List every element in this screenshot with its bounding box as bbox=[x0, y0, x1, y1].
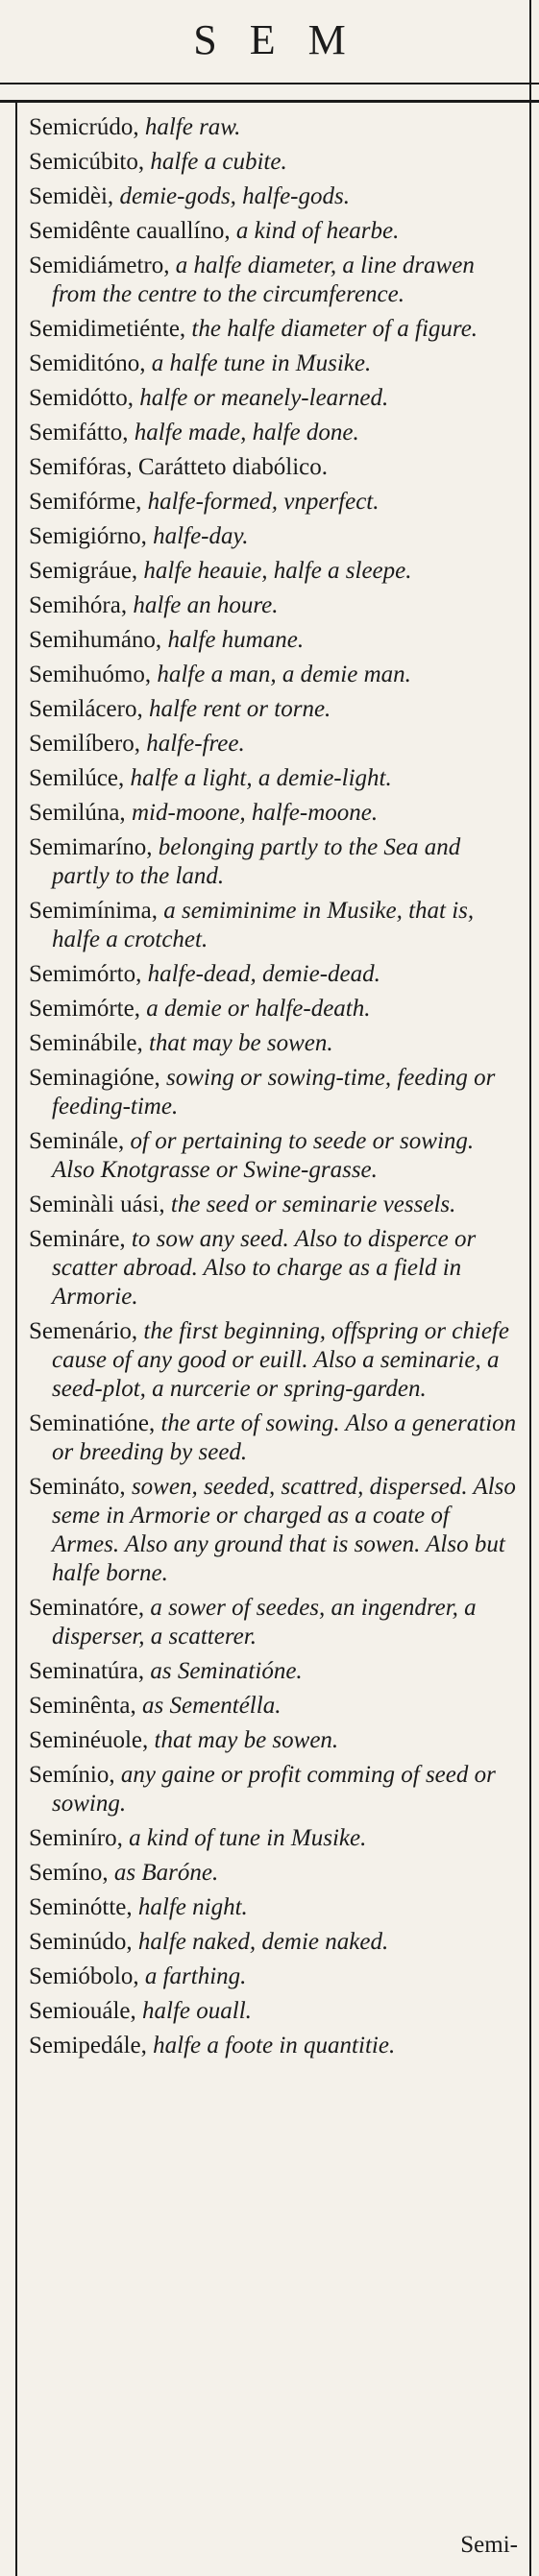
entry-headword: Semidiámetro, bbox=[29, 253, 170, 278]
entry-headword: Semilíbero, bbox=[29, 731, 140, 757]
entry-headword: Seminúdo, bbox=[29, 1929, 133, 1955]
dictionary-entry bbox=[29, 384, 521, 413]
column-rule-right bbox=[529, 0, 531, 2576]
dictionary-entry bbox=[29, 833, 521, 891]
dictionary-entry bbox=[29, 113, 521, 142]
dictionary-entry bbox=[29, 557, 521, 586]
dictionary-entry bbox=[29, 1473, 521, 1588]
dictionary-entry bbox=[29, 217, 521, 246]
entry-gloss: halfe raw. bbox=[138, 114, 241, 140]
entry-gloss: a demie or halfe-death. bbox=[139, 996, 371, 1022]
dictionary-entry bbox=[29, 1893, 521, 1922]
entry-gloss: any gaine or profit comming of seed or sowing. bbox=[52, 1762, 496, 1817]
dictionary-entry bbox=[29, 1127, 521, 1185]
entry-headword: Semilúna, bbox=[29, 800, 126, 826]
entry-headword: Semicrúdo, bbox=[29, 114, 139, 140]
entry-headword: Semigráue, bbox=[29, 558, 138, 584]
dictionary-entry bbox=[29, 488, 521, 517]
entry-gloss: that may be sowen. bbox=[148, 1727, 339, 1753]
entry-headword: Semiditóno, bbox=[29, 350, 146, 376]
dictionary-entry bbox=[29, 1191, 521, 1219]
entry-gloss: the seed or seminarie vessels. bbox=[164, 1192, 456, 1217]
entry-gloss: as Sementélla. bbox=[135, 1693, 282, 1719]
entry-gloss: halfe a man, a demie man. bbox=[151, 662, 411, 687]
entry-gloss: halfe rent or torne. bbox=[142, 696, 331, 722]
dictionary-entry bbox=[29, 349, 521, 378]
header-rule bbox=[0, 83, 539, 84]
dictionary-entry bbox=[29, 799, 521, 828]
entry-gloss: halfe ouall. bbox=[135, 1998, 252, 2024]
dictionary-entry bbox=[29, 1824, 521, 1853]
entry-headword: Semifátto, bbox=[29, 420, 129, 445]
entry-gloss: halfe or meanely-learned. bbox=[134, 385, 389, 411]
entry-gloss: halfe an houre. bbox=[127, 592, 279, 618]
entry-headword: Semimórto, bbox=[29, 961, 142, 987]
dictionary-entry bbox=[29, 1317, 521, 1404]
entry-headword: Semihumáno, bbox=[29, 627, 162, 653]
entry-gloss: halfe-formed, vnperfect. bbox=[141, 489, 380, 515]
dictionary-entry bbox=[29, 591, 521, 620]
entry-gloss: the arte of sowing. Also a generation or breeding by seed. bbox=[52, 1410, 517, 1465]
entry-gloss: halfe a foote in quantitie. bbox=[146, 2033, 396, 2058]
entry-headword: Semenário, bbox=[29, 1318, 138, 1344]
dictionary-entry bbox=[29, 1029, 521, 1058]
dictionary-entry bbox=[29, 1657, 521, 1686]
entry-gloss: as Seminatióne. bbox=[144, 1658, 303, 1684]
entry-gloss: sowing or sowing-time, feeding or feeding-time. bbox=[52, 1065, 496, 1119]
entry-headword: Semidèi, bbox=[29, 183, 114, 209]
entry-gloss: halfe night. bbox=[132, 1894, 248, 1920]
entry-headword: Semimaríno, bbox=[29, 834, 153, 860]
dictionary-entry bbox=[29, 764, 521, 793]
entry-gloss: halfe a cubite. bbox=[144, 149, 287, 175]
entry-headword: Seminagióne, bbox=[29, 1065, 160, 1091]
entry-gloss: halfe-free. bbox=[139, 731, 245, 757]
entry-headword: Seminótte, bbox=[29, 1894, 133, 1920]
entry-gloss: halfe a light, a demie-light. bbox=[124, 765, 392, 791]
dictionary-entry bbox=[29, 2032, 521, 2060]
entry-headword: Semilúce, bbox=[29, 765, 125, 791]
entry-gloss: demie-gods, halfe-gods. bbox=[113, 183, 350, 209]
entry-headword: Seminênta, bbox=[29, 1693, 136, 1719]
dictionary-entry bbox=[29, 453, 521, 482]
entry-headword: Semináre, bbox=[29, 1226, 126, 1252]
entry-headword: Semínio, bbox=[29, 1762, 115, 1788]
entry-headword: Semidênte cauallíno, bbox=[29, 218, 231, 244]
header-rule-lower bbox=[0, 100, 539, 103]
entry-headword: Semilácero, bbox=[29, 696, 143, 722]
entry-gloss: halfe made, halfe done. bbox=[128, 420, 359, 445]
entry-headword: Semióbolo, bbox=[29, 1963, 139, 1989]
dictionary-entry bbox=[29, 1928, 521, 1957]
entry-gloss: of or pertaining to seede or sowing. Also Knotgrasse or Swine-grasse. bbox=[52, 1128, 475, 1183]
entry-headword: Semifóras, Carátteto diabólico. bbox=[29, 454, 329, 480]
column-rule-left bbox=[15, 103, 17, 2576]
entry-headword: Semimínima, bbox=[29, 898, 159, 924]
dictionary-entry bbox=[29, 1064, 521, 1121]
entry-headword: Seminatúra, bbox=[29, 1658, 145, 1684]
entry-gloss: a kind of hearbe. bbox=[230, 218, 400, 244]
entry-gloss: the halfe diameter of a figure. bbox=[185, 316, 478, 342]
dictionary-entry bbox=[29, 1692, 521, 1721]
dictionary-entry bbox=[29, 730, 521, 758]
dictionary-entry bbox=[29, 315, 521, 344]
page-header bbox=[0, 0, 539, 77]
dictionary-entry bbox=[29, 182, 521, 211]
dictionary-entry bbox=[29, 1594, 521, 1651]
entry-gloss: halfe-day. bbox=[146, 523, 249, 549]
dictionary-entry bbox=[29, 1997, 521, 2026]
entry-gloss: as Baróne. bbox=[108, 1860, 219, 1886]
dictionary-entry bbox=[29, 1859, 521, 1888]
dictionary-entry bbox=[29, 252, 521, 309]
dictionary-entry bbox=[29, 419, 521, 447]
entry-gloss: that may be sowen. bbox=[142, 1030, 333, 1056]
entry-gloss: a halfe tune in Musike. bbox=[145, 350, 372, 376]
entry-headword: Semicúbito, bbox=[29, 149, 145, 175]
dictionary-entry bbox=[29, 1962, 521, 1991]
entry-gloss: mid-moone, halfe-moone. bbox=[125, 800, 379, 826]
dictionary-entry bbox=[29, 522, 521, 551]
entry-headword: Semipedále, bbox=[29, 2033, 147, 2058]
entry-headword: Semihóra, bbox=[29, 592, 128, 618]
dictionary-entry bbox=[29, 897, 521, 954]
entry-headword: Semimórte, bbox=[29, 996, 140, 1022]
entry-gloss: to sow any seed. Also to disperce or scatter abroad. Also to charge as a field in Armorie. bbox=[52, 1226, 477, 1310]
entry-headword: Semifórme, bbox=[29, 489, 142, 515]
dictionary-entry bbox=[29, 1761, 521, 1818]
entry-headword: Semidimetiénte, bbox=[29, 316, 186, 342]
entry-gloss: halfe naked, demie naked. bbox=[132, 1929, 389, 1955]
entry-headword: Seminàli uási, bbox=[29, 1192, 165, 1217]
entry-gloss: a kind of tune in Musike. bbox=[122, 1825, 367, 1851]
entry-headword: Seminále, bbox=[29, 1128, 125, 1154]
dictionary-column bbox=[29, 113, 521, 2066]
entry-gloss: halfe heauie, halfe a sleepe. bbox=[137, 558, 412, 584]
dictionary-entry bbox=[29, 1726, 521, 1755]
dictionary-entry bbox=[29, 995, 521, 1023]
entry-headword: Seminatóre, bbox=[29, 1595, 145, 1621]
dictionary-entry bbox=[29, 661, 521, 689]
entry-gloss: a semiminime in Musike, that is, halfe a crotchet. bbox=[52, 898, 475, 952]
entry-gloss: sowen, seeded, scattred, dispersed. Also seme in Armorie or charged as a coate of Armes. Also any ground that is sowen. Also but halfe borne. bbox=[52, 1474, 516, 1586]
entry-gloss: a halfe diameter, a line drawen from the centre to the circumference. bbox=[52, 253, 475, 307]
entry-gloss: the first beginning, offspring or chiefe cause of any good or euill. Also a seminarie, a seed-plot, a nurcerie or spring-garden. bbox=[52, 1318, 509, 1402]
dictionary-entry bbox=[29, 148, 521, 177]
entry-headword: Semidótto, bbox=[29, 385, 135, 411]
catchword: Semi- bbox=[460, 2532, 518, 2558]
entry-headword: Seminábile, bbox=[29, 1030, 143, 1056]
entry-headword: Semiouále, bbox=[29, 1998, 136, 2024]
dictionary-entry bbox=[29, 695, 521, 724]
entry-gloss: belonging partly to the Sea and partly to the land. bbox=[52, 834, 461, 889]
entry-headword: Semináto, bbox=[29, 1474, 126, 1500]
entry-headword: Seminatióne, bbox=[29, 1410, 156, 1436]
entry-gloss: halfe humane. bbox=[161, 627, 305, 653]
entry-headword: Seminéuole, bbox=[29, 1727, 149, 1753]
dictionary-entry bbox=[29, 1409, 521, 1467]
entry-headword: Semihuómo, bbox=[29, 662, 152, 687]
page-title: SEM bbox=[193, 16, 379, 63]
entry-gloss: a sower of seedes, an ingendrer, a disperser, a scatterer. bbox=[52, 1595, 477, 1649]
dictionary-entry bbox=[29, 626, 521, 655]
dictionary-entry bbox=[29, 960, 521, 989]
entry-gloss: halfe-dead, demie-dead. bbox=[141, 961, 380, 987]
dictionary-entry bbox=[29, 1225, 521, 1312]
entry-headword: Semigiórno, bbox=[29, 523, 147, 549]
entry-headword: Semíno, bbox=[29, 1860, 109, 1886]
entry-gloss: a farthing. bbox=[138, 1963, 247, 1989]
entry-headword: Seminíro, bbox=[29, 1825, 123, 1851]
